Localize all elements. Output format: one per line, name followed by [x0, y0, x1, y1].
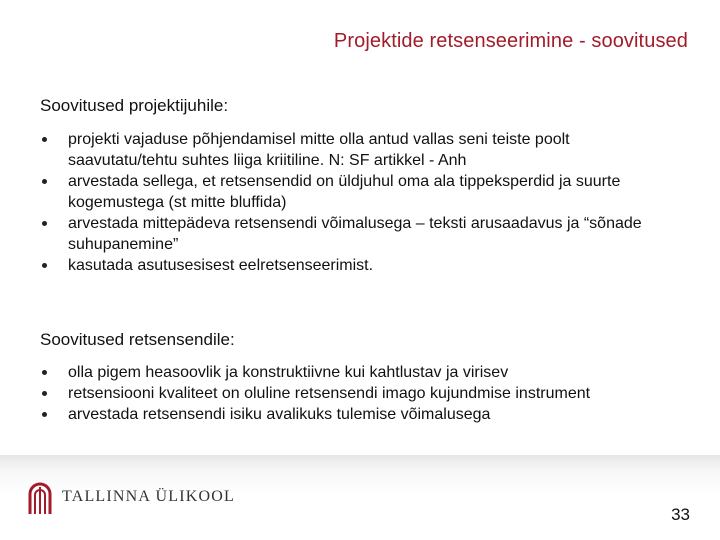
list-item: [40, 255, 660, 276]
tallinn-university-arch-logo-icon: [28, 480, 52, 514]
list-item: [40, 362, 660, 383]
bullet-icon: [42, 263, 47, 268]
bullet-icon: [42, 412, 47, 417]
list-item-text: retsensiooni kvaliteet on oluline retsensendi imago kujundmise instrument: [68, 385, 591, 402]
list-item: [40, 383, 660, 404]
list-item: [40, 129, 660, 171]
section-heading-reviewer: Soovitused retsensendile:: [40, 330, 235, 349]
bullet-icon: [42, 221, 47, 226]
list-item-text: arvestada sellega, et retsensendid on üldjuhul oma ala tippeksperdid ja suurte kogemustega (st mitte bluffida): [68, 173, 621, 211]
page-number: 33: [671, 505, 690, 524]
list-item-text: olla pigem heasoovlik ja konstruktiivne kui kahtlustav ja virisev: [68, 364, 509, 381]
list-item-text: arvestada mittepädeva retsensendi võimalusega – teksti arusaadavus ja “sõnade suhupanemine”: [68, 215, 642, 253]
slide-title: Projektide retsenseerimine - soovitused: [333, 30, 688, 52]
list-item: [40, 213, 660, 255]
bullet-icon: [42, 137, 47, 142]
bullet-icon: [42, 179, 47, 184]
section-heading-project-manager: Soovitused projektijuhile:: [40, 96, 229, 115]
bullet-list-project-manager: [40, 129, 660, 276]
bullet-icon: [42, 370, 47, 375]
list-item: [40, 404, 660, 425]
list-item-text: kasutada asutusesisest eelretsenseerimist.: [68, 257, 374, 274]
university-logo: [28, 480, 235, 514]
logo-text: TALLINNA ÜLIKOOL: [62, 488, 235, 505]
bullet-list-reviewer: [40, 362, 660, 425]
bullet-icon: [42, 391, 47, 396]
list-item-text: arvestada retsensendi isiku avalikuks tulemise võimalusega: [68, 406, 491, 423]
list-item-text: projekti vajaduse põhjendamisel mitte olla antud vallas seni teiste poolt saavutatu/tehtu suhtes liiga kriitiline. N: SF artikkel - Anh: [68, 131, 570, 169]
list-item: [40, 171, 660, 213]
